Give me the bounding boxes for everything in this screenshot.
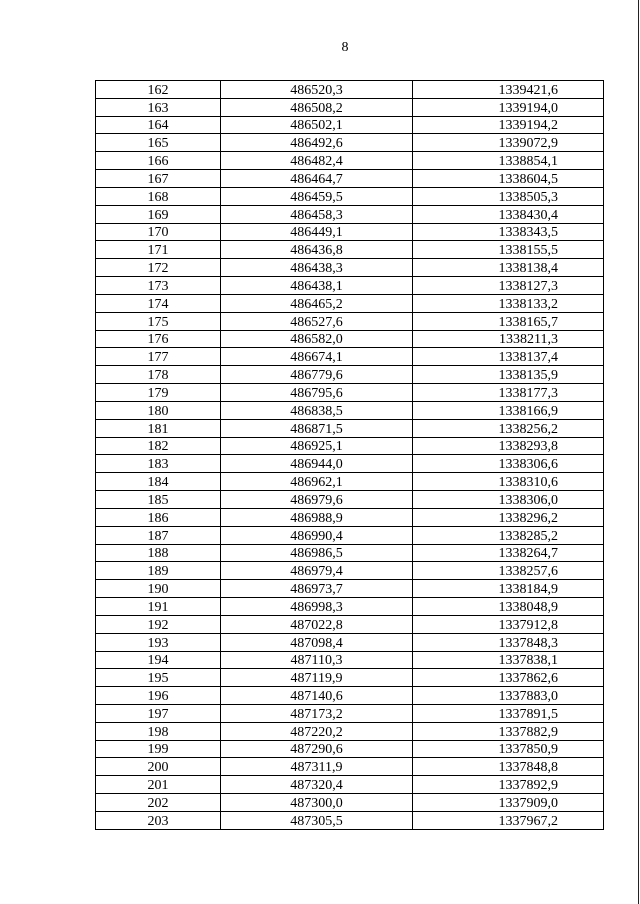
table-row [96,419,604,437]
point-number-cell: 168 [96,187,221,205]
table-row [96,562,604,580]
point-number-cell: 176 [96,330,221,348]
x-coordinate-cell: 487320,4 [221,776,413,794]
y-coordinate-cell: 1338133,2 [413,294,604,312]
table-row [96,669,604,687]
point-number-cell: 196 [96,687,221,705]
y-coordinate-cell: 1338184,9 [413,580,604,598]
table-row [96,205,604,223]
y-coordinate-cell: 1338138,4 [413,259,604,277]
point-number-cell: 200 [96,758,221,776]
point-number-cell: 184 [96,473,221,491]
y-coordinate-cell: 1337892,9 [413,776,604,794]
x-coordinate-cell: 487290,6 [221,740,413,758]
coordinates-table [95,80,604,830]
x-coordinate-cell: 486458,3 [221,205,413,223]
point-number-cell: 190 [96,580,221,598]
y-coordinate-cell: 1337912,8 [413,615,604,633]
y-coordinate-cell: 1338165,7 [413,312,604,330]
table-row [96,776,604,794]
table-row [96,348,604,366]
y-coordinate-cell: 1338211,3 [413,330,604,348]
point-number-cell: 169 [96,205,221,223]
x-coordinate-cell: 486492,6 [221,134,413,152]
x-coordinate-cell: 487110,3 [221,651,413,669]
point-number-cell: 178 [96,366,221,384]
table-row [96,384,604,402]
y-coordinate-cell: 1338306,0 [413,491,604,509]
point-number-cell: 177 [96,348,221,366]
y-coordinate-cell: 1338306,6 [413,455,604,473]
point-number-cell: 186 [96,508,221,526]
point-number-cell: 175 [96,312,221,330]
point-number-cell: 165 [96,134,221,152]
x-coordinate-cell: 486988,9 [221,508,413,526]
x-coordinate-cell: 486962,1 [221,473,413,491]
x-coordinate-cell: 486436,8 [221,241,413,259]
x-coordinate-cell: 486465,2 [221,294,413,312]
point-number-cell: 181 [96,419,221,437]
table-row [96,366,604,384]
y-coordinate-cell: 1338137,4 [413,348,604,366]
y-coordinate-cell: 1339421,6 [413,81,604,99]
table-row [96,740,604,758]
x-coordinate-cell: 486449,1 [221,223,413,241]
y-coordinate-cell: 1338285,2 [413,526,604,544]
table-row [96,508,604,526]
table-row [96,134,604,152]
y-coordinate-cell: 1338310,6 [413,473,604,491]
table-row [96,277,604,295]
y-coordinate-cell: 1338343,5 [413,223,604,241]
table-row [96,580,604,598]
y-coordinate-cell: 1338293,8 [413,437,604,455]
point-number-cell: 193 [96,633,221,651]
table-row [96,259,604,277]
x-coordinate-cell: 486520,3 [221,81,413,99]
y-coordinate-cell: 1337838,1 [413,651,604,669]
table-row [96,473,604,491]
y-coordinate-cell: 1338135,9 [413,366,604,384]
x-coordinate-cell: 486779,6 [221,366,413,384]
coordinates-table-body [96,81,604,830]
point-number-cell: 197 [96,704,221,722]
point-number-cell: 194 [96,651,221,669]
table-row [96,455,604,473]
y-coordinate-cell: 1337850,9 [413,740,604,758]
x-coordinate-cell: 487173,2 [221,704,413,722]
y-coordinate-cell: 1337862,6 [413,669,604,687]
y-coordinate-cell: 1338430,4 [413,205,604,223]
x-coordinate-cell: 486464,7 [221,170,413,188]
table-row [96,651,604,669]
x-coordinate-cell: 486979,6 [221,491,413,509]
table-row [96,98,604,116]
table-row [96,330,604,348]
point-number-cell: 201 [96,776,221,794]
point-number-cell: 185 [96,491,221,509]
x-coordinate-cell: 486674,1 [221,348,413,366]
x-coordinate-cell: 487220,2 [221,722,413,740]
point-number-cell: 162 [96,81,221,99]
point-number-cell: 182 [96,437,221,455]
table-row [96,794,604,812]
y-coordinate-cell: 1339194,2 [413,116,604,134]
page-edge-line [638,0,639,904]
y-coordinate-cell: 1338257,6 [413,562,604,580]
y-coordinate-cell: 1338854,1 [413,152,604,170]
y-coordinate-cell: 1338155,5 [413,241,604,259]
point-number-cell: 187 [96,526,221,544]
point-number-cell: 195 [96,669,221,687]
point-number-cell: 198 [96,722,221,740]
point-number-cell: 167 [96,170,221,188]
x-coordinate-cell: 486944,0 [221,455,413,473]
y-coordinate-cell: 1337848,8 [413,758,604,776]
y-coordinate-cell: 1337967,2 [413,811,604,829]
point-number-cell: 189 [96,562,221,580]
point-number-cell: 199 [96,740,221,758]
table-row [96,116,604,134]
point-number-cell: 171 [96,241,221,259]
table-row [96,758,604,776]
table-row [96,526,604,544]
x-coordinate-cell: 486527,6 [221,312,413,330]
x-coordinate-cell: 487305,5 [221,811,413,829]
y-coordinate-cell: 1337891,5 [413,704,604,722]
table-row [96,152,604,170]
y-coordinate-cell: 1337909,0 [413,794,604,812]
table-row [96,437,604,455]
table-row [96,811,604,829]
point-number-cell: 183 [96,455,221,473]
x-coordinate-cell: 486582,0 [221,330,413,348]
point-number-cell: 166 [96,152,221,170]
y-coordinate-cell: 1338048,9 [413,598,604,616]
point-number-cell: 192 [96,615,221,633]
x-coordinate-cell: 486973,7 [221,580,413,598]
table-row [96,544,604,562]
x-coordinate-cell: 486871,5 [221,419,413,437]
y-coordinate-cell: 1337882,9 [413,722,604,740]
point-number-cell: 172 [96,259,221,277]
y-coordinate-cell: 1338127,3 [413,277,604,295]
x-coordinate-cell: 486986,5 [221,544,413,562]
table-row [96,598,604,616]
y-coordinate-cell: 1337848,3 [413,633,604,651]
x-coordinate-cell: 487119,9 [221,669,413,687]
table-row [96,187,604,205]
table-row [96,241,604,259]
y-coordinate-cell: 1337883,0 [413,687,604,705]
x-coordinate-cell: 487022,8 [221,615,413,633]
table-row [96,491,604,509]
y-coordinate-cell: 1338264,7 [413,544,604,562]
point-number-cell: 170 [96,223,221,241]
x-coordinate-cell: 486990,4 [221,526,413,544]
y-coordinate-cell: 1338166,9 [413,401,604,419]
table-row [96,81,604,99]
y-coordinate-cell: 1339194,0 [413,98,604,116]
point-number-cell: 179 [96,384,221,402]
x-coordinate-cell: 486998,3 [221,598,413,616]
x-coordinate-cell: 486979,4 [221,562,413,580]
table-row [96,633,604,651]
x-coordinate-cell: 486795,6 [221,384,413,402]
x-coordinate-cell: 486502,1 [221,116,413,134]
point-number-cell: 163 [96,98,221,116]
x-coordinate-cell: 486925,1 [221,437,413,455]
y-coordinate-cell: 1339072,9 [413,134,604,152]
table-row [96,170,604,188]
table-row [96,294,604,312]
y-coordinate-cell: 1338296,2 [413,508,604,526]
point-number-cell: 188 [96,544,221,562]
x-coordinate-cell: 487300,0 [221,794,413,812]
point-number-cell: 203 [96,811,221,829]
table-row [96,615,604,633]
y-coordinate-cell: 1338604,5 [413,170,604,188]
x-coordinate-cell: 486459,5 [221,187,413,205]
point-number-cell: 174 [96,294,221,312]
table-row [96,401,604,419]
y-coordinate-cell: 1338505,3 [413,187,604,205]
point-number-cell: 173 [96,277,221,295]
point-number-cell: 164 [96,116,221,134]
y-coordinate-cell: 1338256,2 [413,419,604,437]
point-number-cell: 191 [96,598,221,616]
x-coordinate-cell: 487140,6 [221,687,413,705]
page-number: 8 [341,40,349,55]
x-coordinate-cell: 487311,9 [221,758,413,776]
x-coordinate-cell: 486508,2 [221,98,413,116]
point-number-cell: 202 [96,794,221,812]
table-row [96,223,604,241]
y-coordinate-cell: 1338177,3 [413,384,604,402]
table-row [96,704,604,722]
x-coordinate-cell: 486482,4 [221,152,413,170]
table-row [96,687,604,705]
x-coordinate-cell: 486438,3 [221,259,413,277]
x-coordinate-cell: 487098,4 [221,633,413,651]
point-number-cell: 180 [96,401,221,419]
table-row [96,722,604,740]
x-coordinate-cell: 486838,5 [221,401,413,419]
x-coordinate-cell: 486438,1 [221,277,413,295]
table-row [96,312,604,330]
